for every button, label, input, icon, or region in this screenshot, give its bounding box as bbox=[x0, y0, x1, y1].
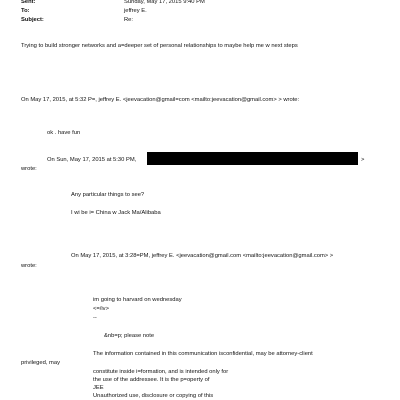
sent-value: Sunday, May 17, 2015 9:40 PM bbox=[124, 0, 205, 5]
quote3-wrote: wrote: bbox=[21, 263, 37, 269]
quote2-line2: I wi be i= China w Jack Ma/Alibaba bbox=[71, 210, 161, 216]
subject-label: Subject: bbox=[21, 17, 44, 23]
quote3-line6: privileged, may bbox=[21, 360, 60, 366]
to-label: To: bbox=[21, 8, 30, 14]
quote3-line3: -- bbox=[93, 315, 97, 321]
quote3-line5: The information contained in this communication isconfidential, may be attorney-client bbox=[93, 351, 313, 357]
redaction-bar bbox=[147, 152, 358, 165]
quote2-header-suffix: > bbox=[361, 157, 365, 163]
to-value: jeffrey E. bbox=[124, 8, 147, 14]
quote3-header: On May 17, 2015, at 3:28=PM, jeffrey E. <jeevacation@gmail.com <mailto:jeevacation@gmail.com> > bbox=[71, 253, 334, 259]
quote1-text: ok . have fun bbox=[47, 130, 81, 136]
quote3-line9: JEE bbox=[93, 385, 104, 391]
quote3-line4: &nb=p; please note bbox=[104, 333, 155, 339]
quote3-line7: constitute inside i=formation, and is intended only for bbox=[93, 369, 229, 375]
quote3-line8: the use of the addressee. It is the p=operty of bbox=[93, 377, 210, 383]
quote3-line1: im going to harvard on wednesday bbox=[93, 297, 182, 303]
quote2-wrote: wrote: bbox=[21, 166, 37, 172]
sent-label: Sent: bbox=[21, 0, 36, 5]
subject-value: Re: bbox=[124, 17, 134, 23]
quote1-header: On May 17, 2015, at 5:32 P=, jeffrey E. <jeevacation@gmail=com <mailto:jeevacation@gmail.com> > wrote: bbox=[21, 97, 300, 103]
quote3-line2: <=/iv> bbox=[93, 306, 109, 312]
quote3-line10: Unauthorized use, disclosure or copying of this bbox=[93, 393, 214, 399]
quote2-header: On Sun, May 17, 2015 at 5:30 PM, bbox=[47, 157, 137, 163]
reply-text: Trying to build stronger networks and a=deeper set of personal relationships to maybe help me w next steps bbox=[21, 43, 298, 49]
quote2-line1: Any particular things to see? bbox=[71, 192, 145, 198]
